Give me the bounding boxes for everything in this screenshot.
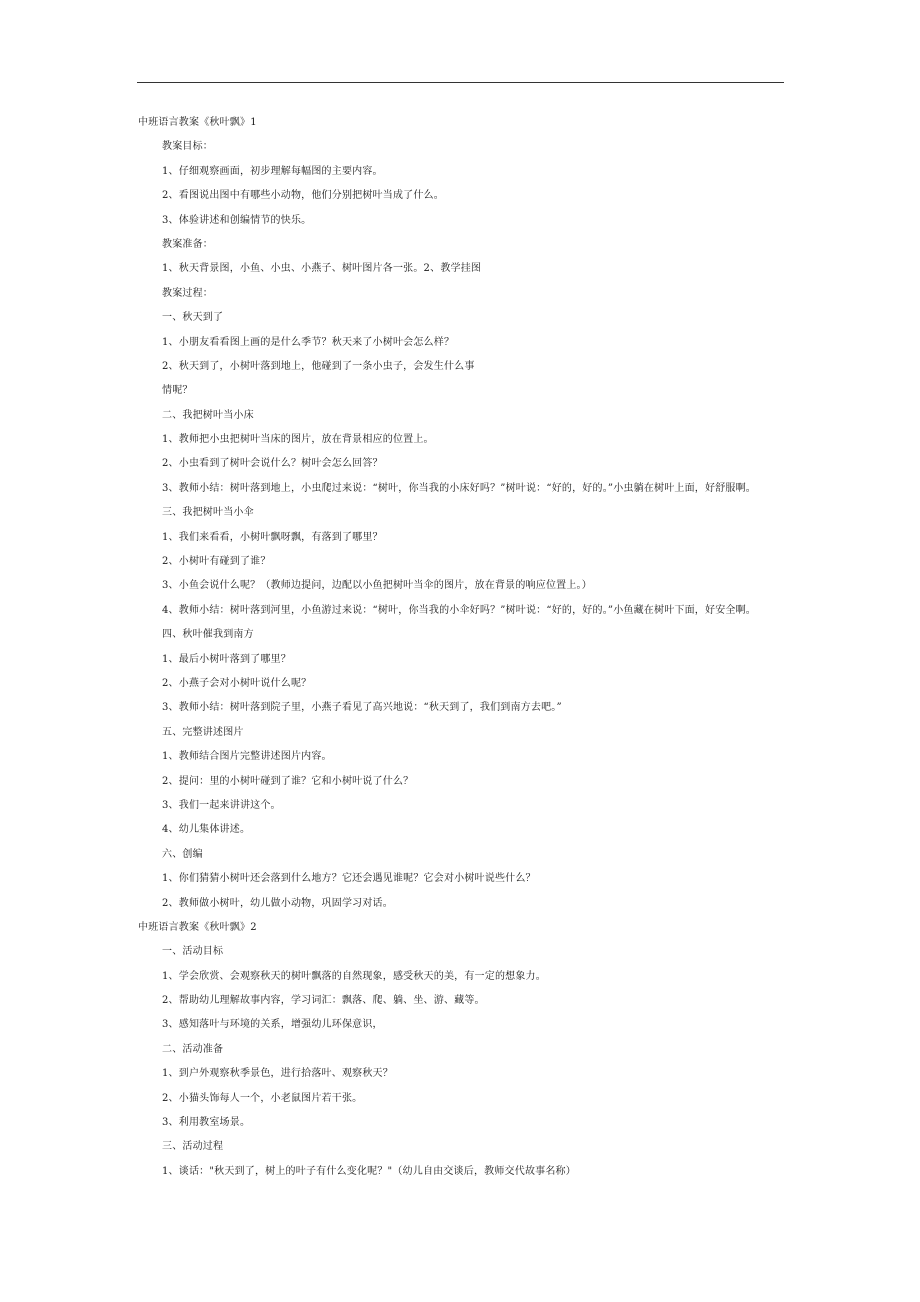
paragraph-line: 1、你们猜猜小树叶还会落到什么地方？它还会遇见谁呢？它会对小树叶说些什么？ (162, 873, 536, 885)
paragraph-line: 一、秋天到了 (162, 312, 224, 324)
paragraph-line: 3、利用教室场景。 (162, 1117, 251, 1129)
paragraph-line: 3、感知落叶与环境的关系，增强幼儿环保意识， (162, 1019, 383, 1031)
paragraph-line: 4、教师小结：树叶落到河里，小鱼游过来说：“树叶，你当我的小伞好吗？”树叶说：“好的，好的。”小鱼藏在树叶下面，好安全啊。 (162, 604, 757, 616)
paragraph-line: 教案目标： (162, 141, 213, 153)
paragraph-line: 1、最后小树叶落到了哪里？ (162, 653, 291, 665)
paragraph-line: 五、完整讲述图片 (162, 726, 244, 738)
paragraph-line: 2、小猫头饰每人一个，小老鼠图片若干张。 (162, 1092, 363, 1104)
paragraph-line: 1、教师把小虫把树叶当床的图片，放在背景相应的位置上。 (162, 434, 434, 446)
paragraph-line: 1、谈话："秋天到了，树上的叶子有什么变化呢？"（幼儿自由交谈后，教师交代故事名称） (162, 1165, 576, 1177)
paragraph-line: 1、秋天背景图，小鱼、小虫、小燕子、树叶图片各一张。2、教学挂图 (162, 263, 482, 275)
paragraph-line: 3、教师小结：树叶落到院子里，小燕子看见了高兴地说：“秋天到了，我们到南方去吧。” (162, 702, 562, 714)
header-rule (137, 82, 784, 83)
paragraph-line: 2、小燕子会对小树叶说什么呢？ (162, 677, 312, 689)
paragraph-line: 1、到户外观察秋季景色，进行拾落叶、观察秋天？ (162, 1068, 393, 1080)
paragraph-line: 三、活动过程 (162, 1141, 224, 1153)
paragraph-line: 2、教师做小树叶，幼儿做小动物，巩固学习对话。 (162, 897, 393, 909)
paragraph-line: 一、活动目标 (162, 946, 224, 958)
paragraph-line: 二、活动准备 (162, 1043, 224, 1055)
paragraph-line: 1、我们来看看，小树叶飘呀飘，有落到了哪里？ (162, 531, 383, 543)
paragraph-line: 1、教师结合图片完整讲述图片内容。 (162, 751, 332, 763)
paragraph-line: 三、我把树叶当小伞 (162, 507, 254, 519)
paragraph-line: 1、学会欣赏、会观察秋天的树叶飘落的自然现象，感受秋天的美，有一定的想象力。 (162, 970, 546, 982)
paragraph-line: 2、看图说出图中有哪些小动物，他们分别把树叶当成了什么。 (162, 190, 444, 202)
paragraph-line: 四、秋叶催我到南方 (162, 629, 254, 641)
paragraph-line: 六、创编 (162, 848, 203, 860)
paragraph-line: 3、体验讲述和创编情节的快乐。 (162, 214, 312, 226)
paragraph-line: 2、提问：里的小树叶碰到了谁？它和小树叶说了什么？ (162, 775, 414, 787)
paragraph-line: 1、小朋友看看图上画的是什么季节？秋天来了小树叶会怎么样？ (162, 336, 455, 348)
paragraph-line: 3、教师小结：树叶落到地上，小虫爬过来说：“树叶，你当我的小床好吗？”树叶说：“好的，好的。”小虫躺在树叶上面，好舒服啊。 (162, 482, 757, 494)
paragraph-line: 情呢？ (162, 385, 193, 397)
section-title: 中班语言教案《秋叶飘》1 (138, 117, 257, 128)
paragraph-line: 4、幼儿集体讲述。 (162, 824, 251, 836)
paragraph-line: 2、小虫看到了树叶会说什么？树叶会怎么回答？ (162, 458, 383, 470)
paragraph-line: 2、帮助幼儿理解故事内容，学习词汇：飘落、爬、躺、坐、游、藏等。 (162, 995, 485, 1007)
paragraph-line: 1、仔细观察画面，初步理解每幅图的主要内容。 (162, 165, 383, 177)
paragraph-line: 二、我把树叶当小床 (162, 409, 254, 421)
paragraph-line: 教案过程： (162, 287, 213, 299)
paragraph-line: 教案准备： (162, 238, 213, 250)
section-title: 中班语言教案《秋叶飘》2 (138, 921, 257, 933)
document-body (138, 111, 818, 1184)
paragraph-line: 2、小树叶有碰到了谁？ (162, 556, 271, 568)
paragraph-line: 3、小鱼会说什么呢？（教师边提问，边配以小鱼把树叶当伞的图片，放在背景的响应位置上。） (162, 580, 592, 592)
paragraph-line: 2、秋天到了，小树叶落到地上，他碰到了一条小虫子，会发生什么事 (162, 360, 475, 372)
paragraph-line: 3、我们一起来讲讲这个。 (162, 799, 281, 811)
